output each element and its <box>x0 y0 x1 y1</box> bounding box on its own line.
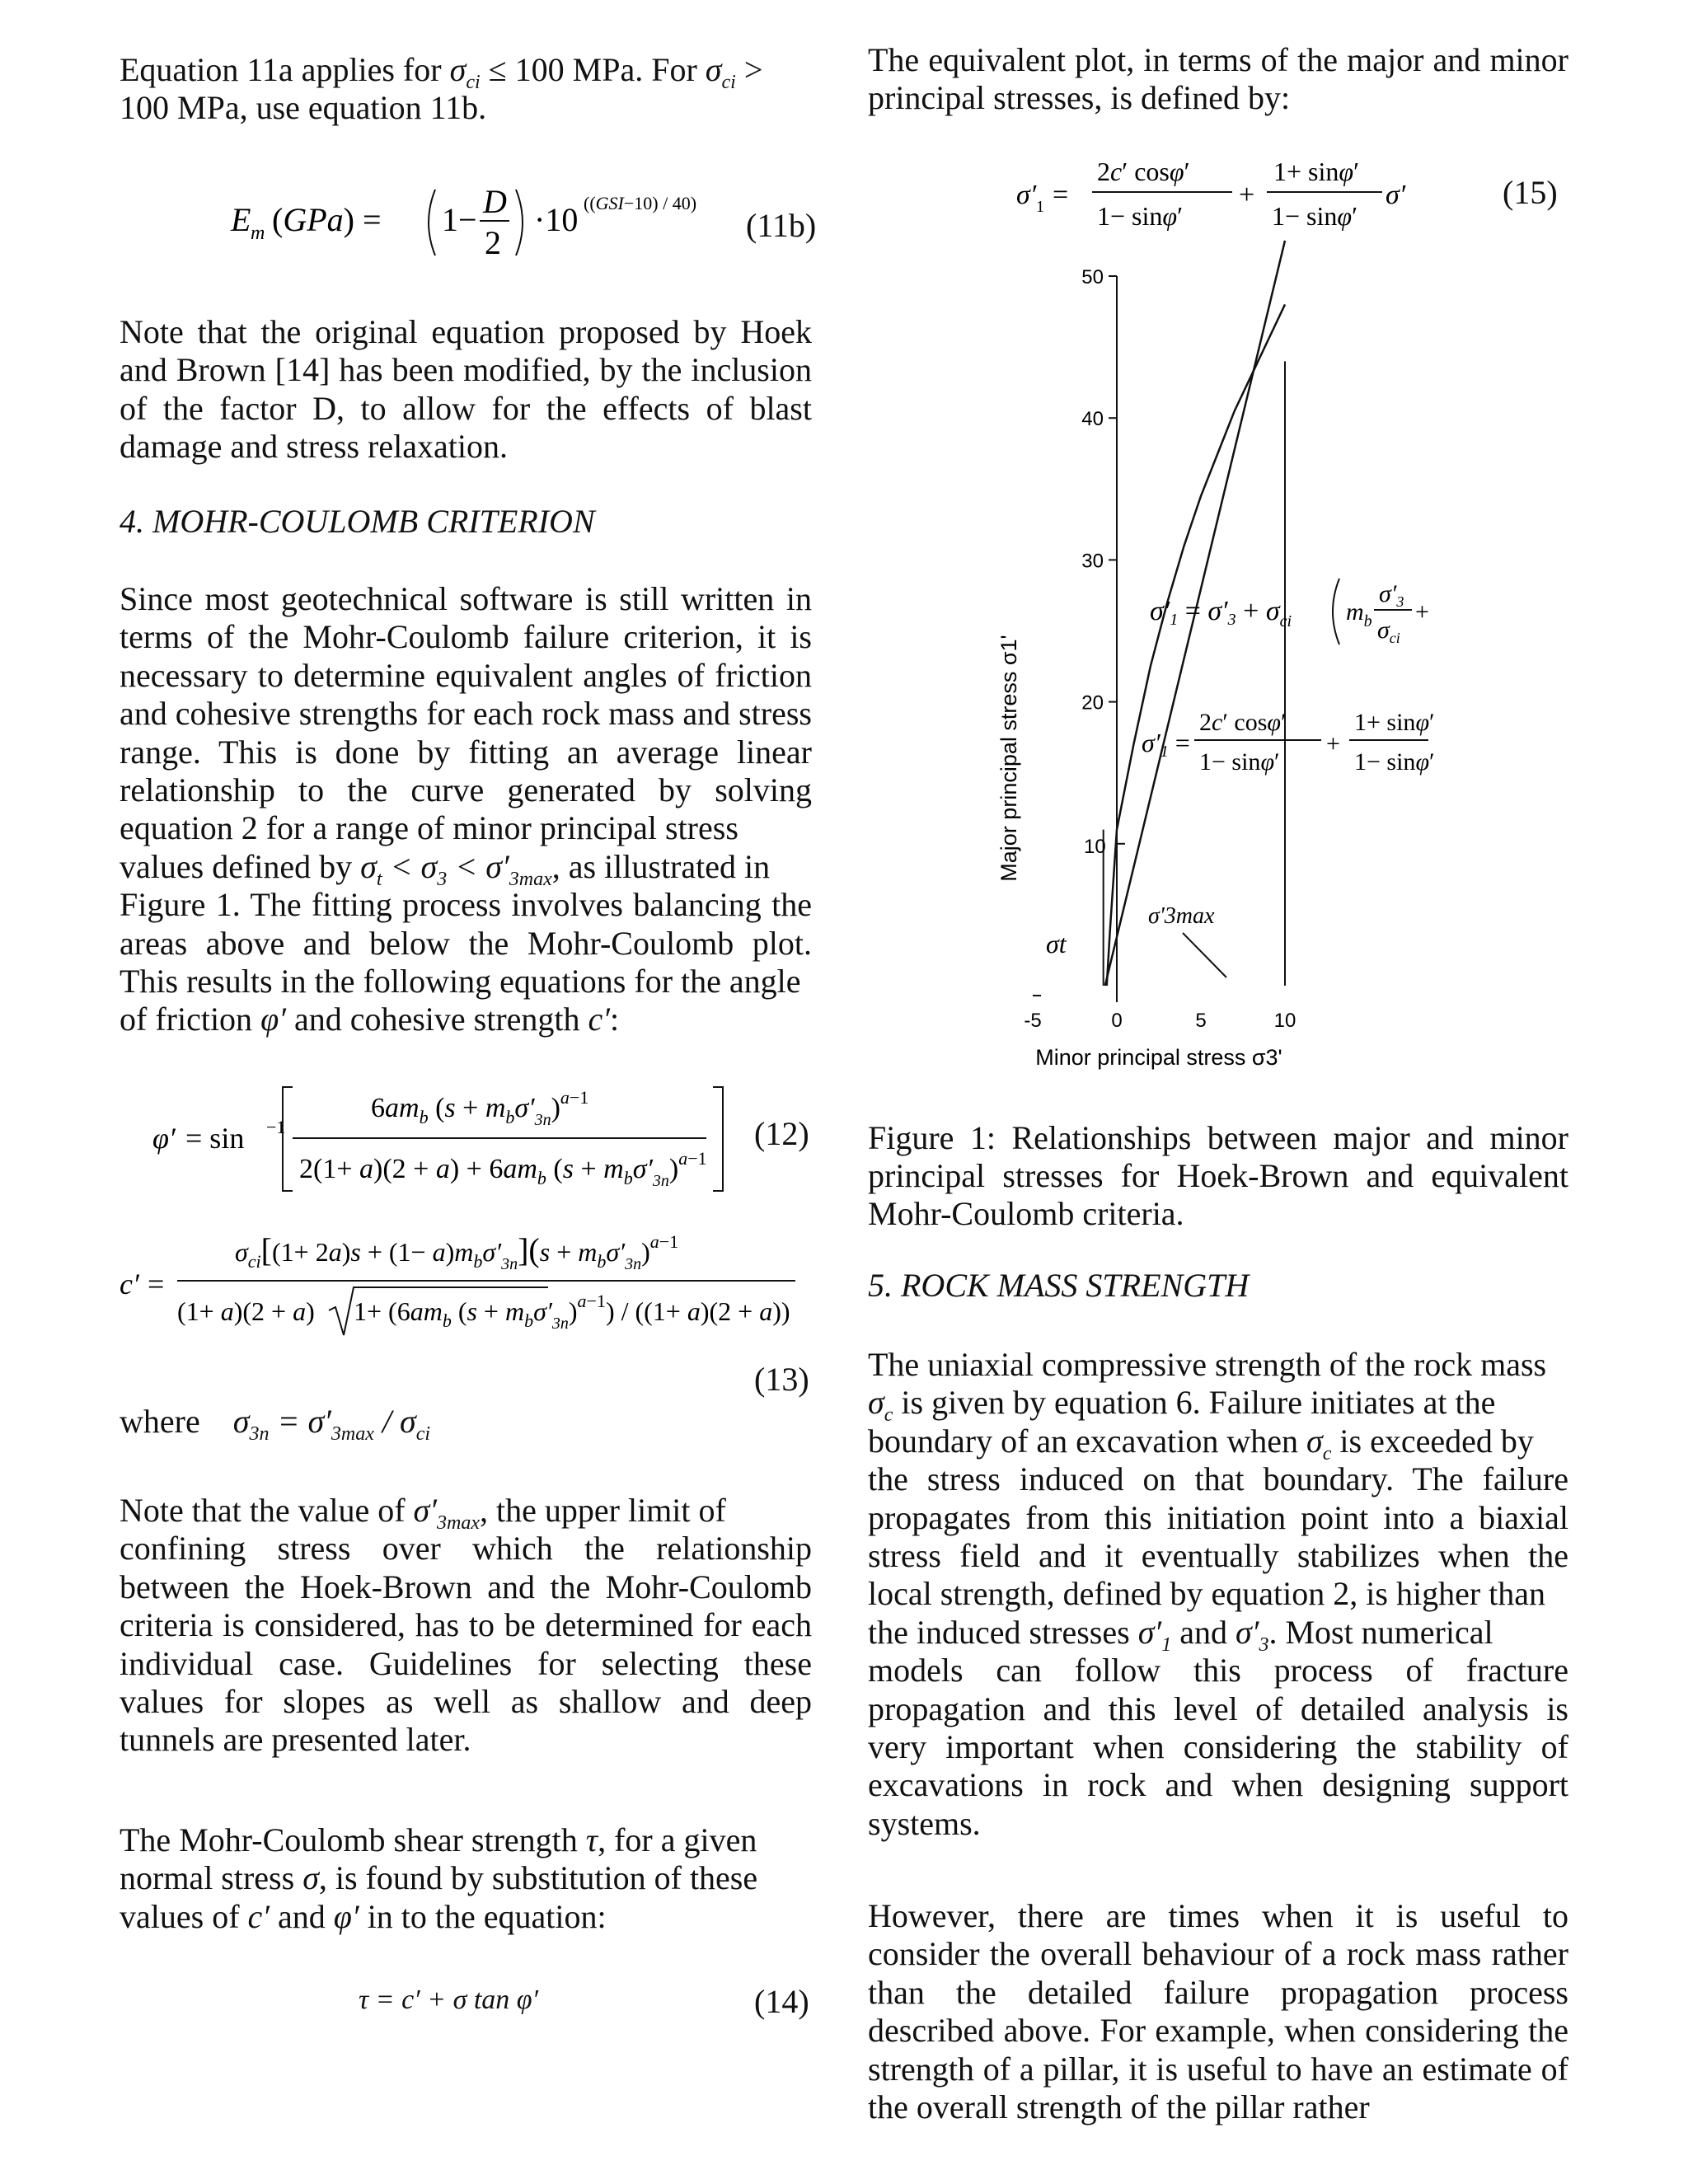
paragraph-mohr-coulomb-intro: Since most geotechnical software is still written in terms of the Mohr-Coulomb failure criterion, it is necessary to determine equivalent angles of friction and cohesive strengths for each rock mass and stress range. This is done by fitting an average linear relationship to the curve generated by solving equation 2 for a range of minor principal stress values defined by $\sigma_t < \sigma_3 < \sigma'_{3max}$, as illustrated in Figure 1. The fitting process involves balancing the areas above and below the Mohr-Coulomb plot. This results in the following equations for the angle of friction φ′ and cohesive strength c′: <box>120 580 812 1038</box>
svg-text:= sin: = sin <box>185 1122 245 1155</box>
x-axis-label: Minor principal stress σ3' <box>1035 1045 1282 1070</box>
svg-text:σ′1 =: σ′1 = <box>1142 728 1190 761</box>
svg-text:−1: −1 <box>266 1117 286 1137</box>
y-tick-label-30: 30 <box>1081 550 1104 573</box>
section-heading-4: 4. MOHR-COULOMB CRITERION <box>120 503 595 540</box>
section-heading-5: 5. ROCK MASS STRENGTH <box>868 1267 1250 1304</box>
y-axis-label: Major principal stress σ1' <box>996 635 1021 882</box>
svg-text:1−: 1− <box>442 201 477 238</box>
x-tick-label--5: -5 <box>1024 1010 1042 1032</box>
equation-14: τ = c′ + σ tan φ′ <box>359 1985 539 2015</box>
svg-text:6amb (s + mbσ′3n)a−1: $6am_b$ $(s + m_b\sigma'_{3n})^a-1$ <box>371 1087 589 1129</box>
svg-text:1: 1 <box>1036 198 1044 216</box>
hoek-brown-equation-annotation <box>1150 579 1429 646</box>
svg-text:+: + <box>1326 730 1340 757</box>
svg-text:D: D <box>483 183 507 220</box>
svg-text:2c′ cosφ′: 2c′ cosφ′ <box>1199 709 1287 736</box>
x-tick-label-5: 5 <box>1195 1010 1207 1032</box>
svg-text:σ′3: $\sigma'_3$ <box>1379 580 1404 610</box>
sigma3max-pointer <box>1183 933 1226 977</box>
equation-15 <box>1016 152 1404 243</box>
equation-12-number: (12) <box>754 1115 809 1152</box>
paragraph-shear-strength: The Mohr-Coulomb shear strength τ, for a given normal stress σ, is found by substitution of these values of c′ and φ′ in to the equation: <box>120 1821 758 1935</box>
svg-text:1− sinφ′: 1− sinφ′ <box>1097 201 1184 231</box>
paragraph-eq11a-note: Equation 11a applies for $\sigma_{ci} \le 100$ MPa. For $\sigma_{ci}$ > 100 MPa, use equation 11b. <box>120 51 763 127</box>
equation-13-number: (13) <box>754 1361 809 1398</box>
paragraph-rock-mass-strength: The uniaxial compressive strength of the rock mass $\sigma_c$ is given by equation 6. Failure initiates at the boundary of an excavation when $\sigma_c$ is exceeded by the stress induced on that boundary. The failure propagates from this initiation point into a biaxial stress field and it eventually stabilizes when the local strength, defined by equation 2, is higher than the induced stresses $\sigma'_1$ and $\sigma'_3$. Most numerical models can follow this process of fracture propagation and this level of detailed analysis is very important when considering the stability of excavations in rock and when designing support systems. <box>868 1346 1568 1842</box>
equation-13 <box>120 1228 812 1360</box>
paragraph-equivalent-plot: The equivalent plot, in terms of the major and minor principal stresses, is defined by: <box>868 41 1568 117</box>
x-tick-label-10: 10 <box>1273 1010 1296 1032</box>
svg-text:m: m <box>251 223 265 244</box>
svg-text:mb: $m_b$ <box>1346 598 1372 630</box>
svg-text:((GSI−10) / 40): ((GSI−10) / 40) <box>584 193 697 213</box>
series-line-hoek-brown <box>1107 304 1285 986</box>
svg-text:1+ sinφ′: 1+ sinφ′ <box>1273 157 1360 186</box>
svg-text:σci: $\sigma_{ci}$ <box>1377 616 1400 646</box>
y-tick-label-40: 40 <box>1081 408 1104 431</box>
svg-text:1− sinφ′: 1− sinφ′ <box>1199 748 1280 776</box>
equation-11b <box>231 173 725 264</box>
paragraph-overall-behaviour: However, there are times when it is useful to consider the overall behaviour of a rock mass rather than the detailed failure propagation process described above. For example, when considering the strength of a pillar, it is useful to have an estimate of the overall strength of the pillar rather <box>868 1897 1568 2126</box>
sigma-t-label: σt <box>1046 929 1067 958</box>
paragraph-sigma3max-note: Note that the value of $\sigma'_{3max}$, the upper limit of confining stress over which the relationship between the Hoek-Brown and the Mohr-Coulomb criteria is considered, has to be determined for each individual case. Guidelines for selecting these values for slopes as well as shallow and deep tunnels are presented later. <box>120 1492 812 1759</box>
y-tick-label-50: 50 <box>1081 266 1104 288</box>
svg-text:2c′ cosφ′: 2c′ cosφ′ <box>1097 157 1190 186</box>
svg-text:1− sinφ′: 1− sinφ′ <box>1354 748 1435 776</box>
svg-text:1+ (6amb (s + mbσ′3n)a−1) / ((: $1+ (6am_b$ $(s + m_b\sigma'_{3n})^a-1) / ((1+ a)(2 + a))$ <box>354 1291 790 1333</box>
svg-text:·10: ·10 <box>534 201 579 238</box>
where-sigma3n: where $\sigma_{3n} = \sigma'_{3max} / \sigma_{ci}$ <box>120 1403 431 1445</box>
svg-text:c′: c′ <box>120 1268 139 1301</box>
figure-1-chart <box>967 264 1435 1088</box>
svg-text:1+ sinφ′: 1+ sinφ′ <box>1354 709 1435 736</box>
svg-text:+: + <box>1415 598 1429 626</box>
equation-11b-number: (11b) <box>746 207 817 244</box>
svg-text:φ′: φ′ <box>152 1122 176 1155</box>
svg-text:1− sinφ′: 1− sinφ′ <box>1272 201 1358 231</box>
svg-text:2: 2 <box>485 224 501 261</box>
svg-text:σci[(1+ 2a)s + (1− a)mbσ′3n](s: $\sigma_{ci}[(1+ 2a)s + (1- a)m_b\sigma'_{3n}](s + m_b\sigma'_{3n})^a-1$ <box>235 1231 679 1273</box>
paragraph-original-equation: Note that the original equation proposed by Hoek and Brown [14] has been modified, by the inclusion of the factor D, to allow for the effects of blast damage and stress relaxation. <box>120 313 812 466</box>
equation-12 <box>120 1076 729 1199</box>
svg-text:=: = <box>148 1268 165 1301</box>
inner-tick-label-10: 10 <box>1084 836 1106 858</box>
svg-text:σ′1 = σ′3 + σci: $\sigma'1 = \sigma'3 + \sigma_{ci}$ <box>1150 596 1292 630</box>
equation-15-number: (15) <box>1503 174 1558 211</box>
equation-14-number: (14) <box>754 1983 809 2020</box>
svg-text:(1+ a)(2 + a): (1+ a)(2 + a) <box>177 1296 315 1326</box>
y-tick-label-20: 20 <box>1081 691 1104 715</box>
figure-1-caption: Figure 1: Relationships between major and minor principal stresses for Hoek-Brown and equivalent Mohr-Coulomb criteria. <box>868 1119 1568 1232</box>
sigma3max-label: σ'3max <box>1148 903 1215 929</box>
svg-text:2(1+ a)(2 + a) + 6amb (s + mbσ: $2(1+ a)(2 + a) + 6am_b$ $(s + m_b\sigma'_{3n})^a-1$ <box>299 1148 707 1190</box>
svg-text:σ′: σ′ <box>1016 180 1037 210</box>
svg-text:=: = <box>1053 180 1069 210</box>
svg-text:E: E <box>231 201 251 238</box>
svg-text:σ′: σ′ <box>1386 180 1406 210</box>
svg-text:(GPa) =: (GPa) = <box>272 201 382 238</box>
svg-text:+: + <box>1239 180 1255 210</box>
mohr-coulomb-equation-annotation <box>1142 709 1435 776</box>
x-tick-label-0: 0 <box>1111 1010 1123 1032</box>
